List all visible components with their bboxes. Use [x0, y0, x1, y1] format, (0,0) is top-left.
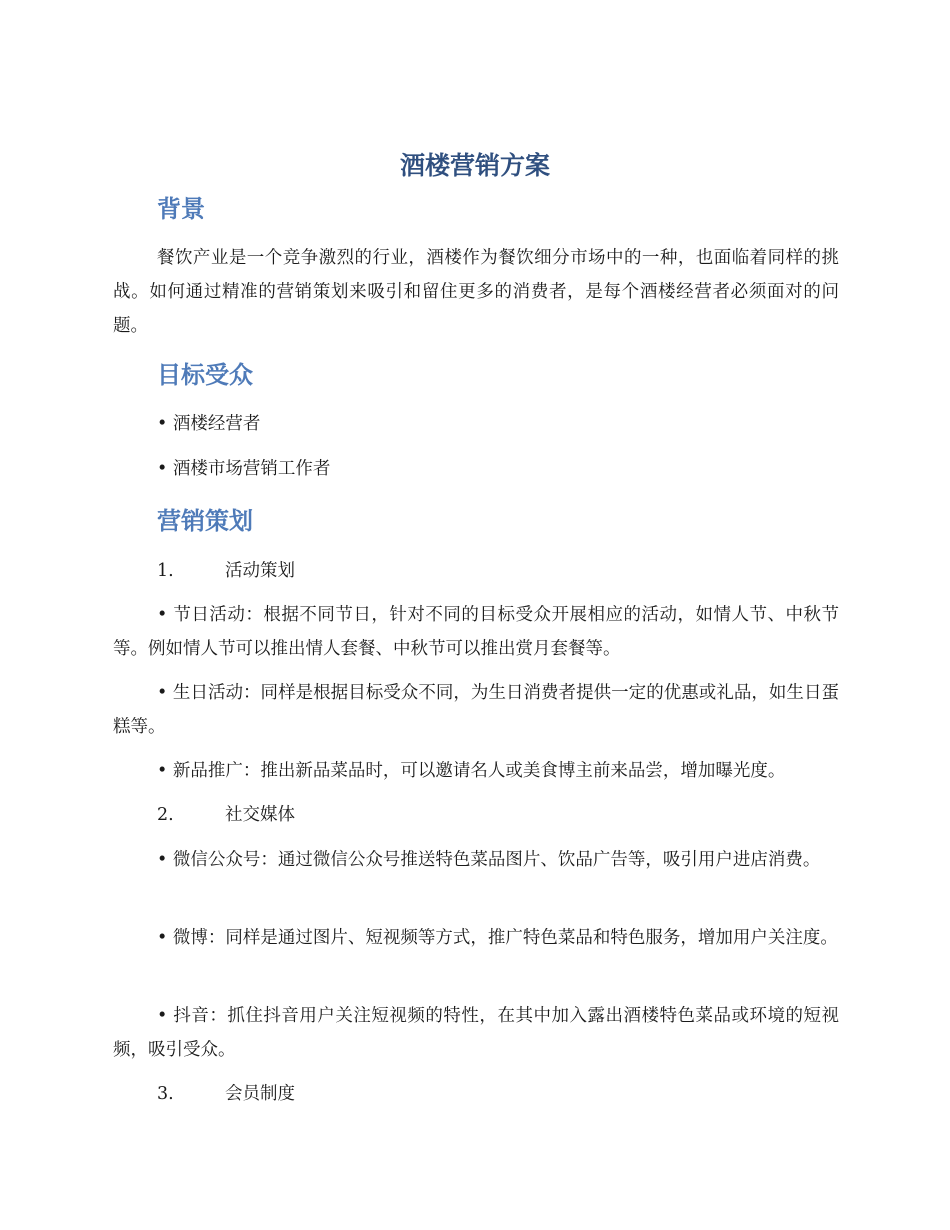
list-title: 会员制度: [225, 1084, 295, 1104]
numbered-heading-membership: [157, 1077, 295, 1111]
plan-item: • 新品推广：推出新品菜品时，可以邀请名人或美食博主前来品尝，增加曝光度。: [157, 761, 786, 781]
audience-item: • 酒楼市场营销工作者: [157, 459, 331, 479]
plan-item: • 微信公众号：通过微信公众号推送特色菜品图片、饮品广告等，吸引用户进店消费。: [157, 850, 821, 870]
plan-item: • 微博：同样是通过图片、短视频等方式，推广特色菜品和特色服务，增加用户关注度。: [157, 928, 838, 948]
audience-item: • 酒楼经营者: [157, 414, 261, 434]
document-title: 酒楼营销方案: [399, 151, 550, 180]
list-number: 3.: [157, 1084, 174, 1104]
section-heading-plan: 营销策划: [157, 507, 253, 535]
plan-item: • 生日活动：同样是根据目标受众不同，为生日消费者提供一定的优惠或礼品，如生日蛋糕等。: [113, 683, 839, 737]
background-paragraph: 餐饮产业是一个竞争激烈的行业，酒楼作为餐饮细分市场中的一种，也面临着同样的挑战。如何通过精准的营销策划来吸引和留住更多的消费者，是每个酒楼经营者必须面对的问题。: [113, 248, 839, 336]
section-heading-audience: 目标受众: [157, 361, 253, 389]
section-heading-background: 背景: [157, 195, 205, 223]
list-title: 社交媒体: [225, 805, 295, 825]
plan-item: • 抖音：抓住抖音用户关注短视频的特性，在其中加入露出酒楼特色菜品或环境的短视频，吸引受众。: [113, 1006, 839, 1060]
list-title: 活动策划: [225, 561, 295, 581]
numbered-heading-activities: [157, 554, 295, 588]
plan-item: • 节日活动：根据不同节日，针对不同的目标受众开展相应的活动，如情人节、中秋节等。例如情人节可以推出情人套餐、中秋节可以推出赏月套餐等。: [113, 605, 839, 659]
numbered-heading-social-media: [157, 798, 295, 832]
list-number: 1.: [157, 561, 174, 581]
list-number: 2.: [157, 805, 174, 825]
